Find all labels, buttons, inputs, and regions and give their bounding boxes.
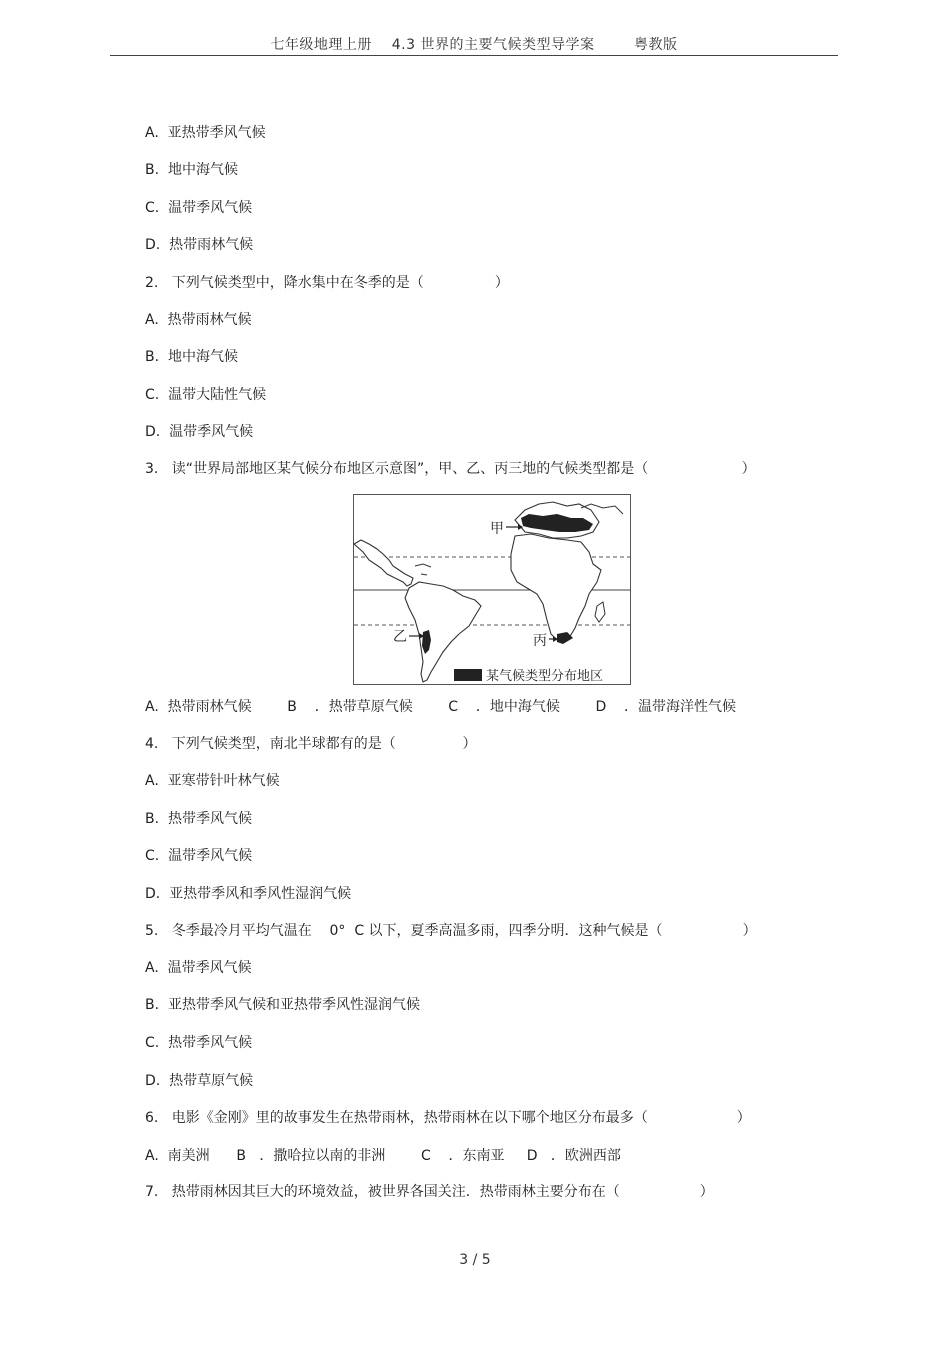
header-divider: [110, 55, 838, 56]
label-bing: 丙: [533, 633, 547, 649]
option-d: D. 热带雨林气候: [145, 237, 254, 253]
option-a: A. 热带雨林气候: [145, 312, 252, 328]
question-5: 5. 冬季最冷月平均气温在 0° C 以下，夏季高温多雨，四季分明．这种气候是（ ）: [145, 923, 757, 939]
climate-map-figure: [353, 494, 631, 685]
option-a: A. 亚热带季风气候: [145, 125, 266, 141]
legend-swatch: [454, 669, 482, 681]
legend-label: 某气候类型分布地区: [486, 669, 604, 684]
option-b: B. 热带季风气候: [145, 811, 252, 827]
option-c: C. 温带季风气候: [145, 848, 253, 864]
label-yi: 乙: [393, 629, 407, 645]
option-b: B. 地中海气候: [145, 349, 238, 365]
option-c: C. 温带大陆性气候: [145, 387, 267, 403]
option-a: A. 亚寒带针叶林气候: [145, 773, 280, 789]
page-header: 七年级地理上册 4.3 世界的主要气候类型导学案 粤教版: [270, 37, 678, 53]
question-3-options: A. 热带雨林气候 B ．热带草原气候 C ．地中海气候 D ．温带海洋性气候: [145, 699, 737, 715]
question-2: 2. 下列气候类型中，降水集中在冬季的是（ ）: [145, 275, 509, 291]
question-4: 4. 下列气候类型，南北半球都有的是（ ）: [145, 736, 477, 752]
option-b: B. 地中海气候: [145, 162, 238, 178]
option-a: A. 温带季风气候: [145, 960, 252, 976]
page-number: 3 / 5: [459, 1252, 491, 1268]
option-d: D. 温带季风气候: [145, 424, 254, 440]
option-b: B. 亚热带季风气候和亚热带季风性湿润气候: [145, 997, 420, 1013]
option-c: C. 温带季风气候: [145, 200, 253, 216]
question-6: 6. 电影《金刚》里的故事发生在热带雨林，热带雨林在以下哪个地区分布最多（ ）: [145, 1110, 751, 1126]
question-6-options: A. 南美洲 B ．撒哈拉以南的非洲 C ．东南亚 D ．欧洲西部: [145, 1148, 621, 1164]
question-3: 3. 读“世界局部地区某气候分布地区示意图”，甲、乙、丙三地的气候类型都是（ ）: [145, 461, 756, 477]
option-c: C. 热带季风气候: [145, 1035, 253, 1051]
option-d: D. 热带草原气候: [145, 1073, 254, 1089]
label-jia: 甲: [490, 521, 504, 537]
question-7: 7. 热带雨林因其巨大的环境效益，被世界各国关注．热带雨林主要分布在（ ）: [145, 1184, 714, 1200]
option-d: D. 亚热带季风和季风性湿润气候: [145, 886, 352, 902]
